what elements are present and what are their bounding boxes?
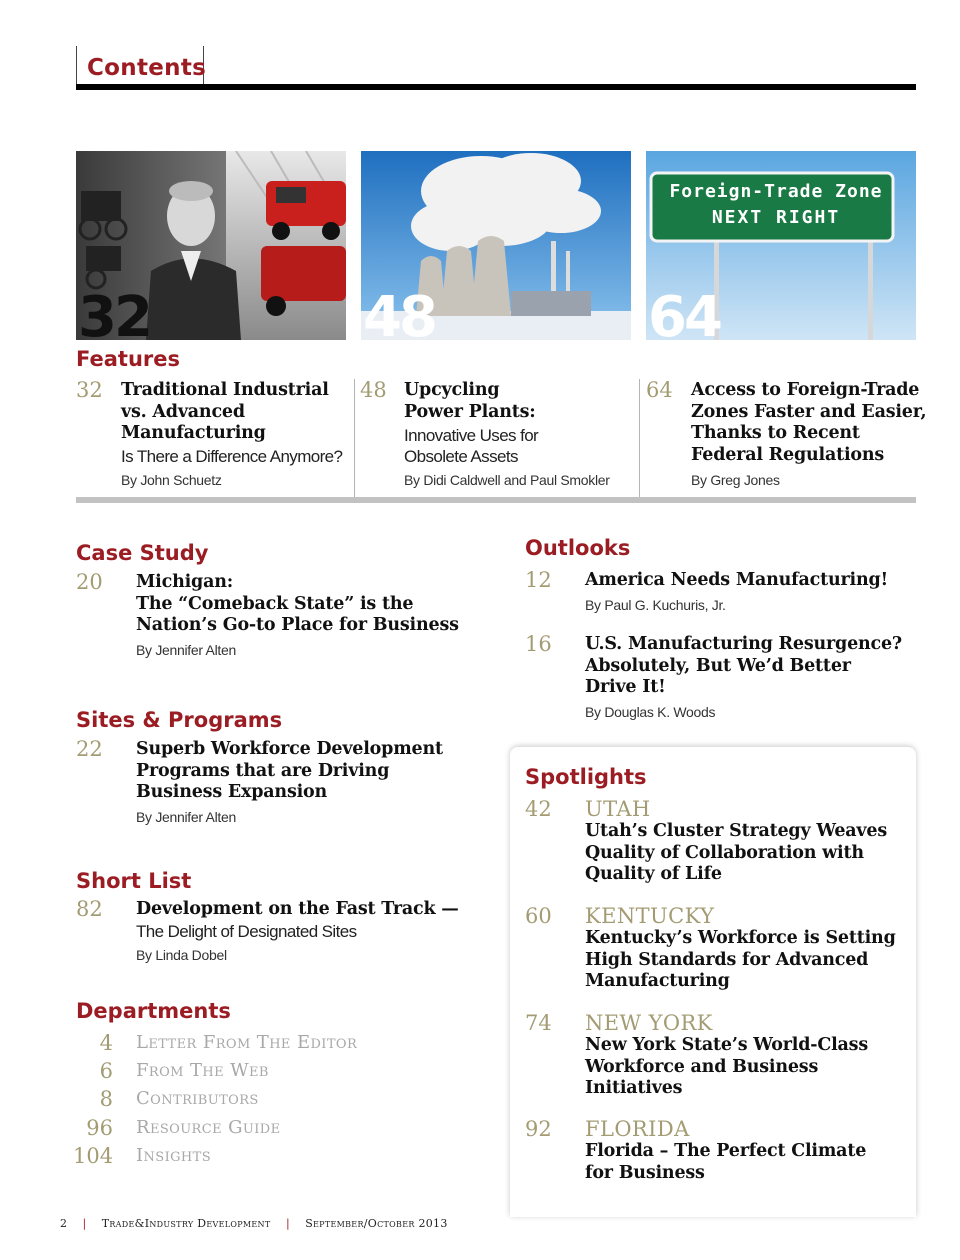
feature-byline: By Didi Caldwell and Paul Smokler xyxy=(404,472,610,488)
spotlight-page-number: 60 xyxy=(525,904,552,928)
feature-page-number: 48 xyxy=(360,378,387,402)
outlook-byline: By Douglas K. Woods xyxy=(585,704,716,720)
spotlight-state: FLORIDA xyxy=(585,1117,690,1141)
page-footer xyxy=(60,1216,448,1230)
feature-big-number: 48 xyxy=(363,285,435,340)
feature-title[interactable]: Upcycling Power Plants: xyxy=(404,380,536,422)
case-study-byline: By Jennifer Alten xyxy=(136,642,236,658)
outlook-byline: By Paul G. Kuchuris, Jr. xyxy=(585,597,726,613)
short-list-subtitle: The Delight of Designated Sites xyxy=(136,922,357,941)
feature-divider xyxy=(354,379,355,497)
sites-byline: By Jennifer Alten xyxy=(136,809,236,825)
department-page-number: 104 xyxy=(73,1144,114,1168)
sign-text-line1: Foreign-Trade Zone xyxy=(669,181,883,202)
case-study-title[interactable]: Michigan: The “Comeback State” is the Nation’s Go-to Place for Business xyxy=(136,572,459,635)
footer-page-number: 2 xyxy=(60,1216,67,1230)
feature-image-power-plant[interactable] xyxy=(361,151,631,340)
spotlight-state: KENTUCKY xyxy=(585,904,715,928)
feature-page-number: 64 xyxy=(646,378,673,402)
spotlights-heading: Spotlights xyxy=(525,765,647,789)
header-tick-left xyxy=(76,46,77,84)
sign-text-line2: NEXT RIGHT xyxy=(711,207,841,228)
outlook-title[interactable]: U.S. Manufacturing Resurgence? Absolutely, But We’d Better Drive It! xyxy=(585,634,902,697)
sites-page-number: 22 xyxy=(76,737,103,761)
department-page-number: 96 xyxy=(86,1116,113,1140)
features-bottom-band xyxy=(76,497,916,503)
feature-image-ftz-sign[interactable] xyxy=(646,151,916,340)
header-rule xyxy=(76,84,916,90)
spotlight-title[interactable]: New York State’s World-Class Workforce and Business Initiatives xyxy=(585,1035,868,1098)
page-title: Contents xyxy=(87,55,207,81)
outlook-page-number: 12 xyxy=(525,568,552,592)
spotlight-state: NEW YORK xyxy=(585,1011,713,1035)
department-page-number: 8 xyxy=(99,1087,113,1111)
department-label[interactable]: Contributors xyxy=(136,1088,259,1109)
feature-byline: By John Schuetz xyxy=(121,472,222,488)
sites-programs-heading: Sites & Programs xyxy=(76,708,283,732)
outlook-page-number: 16 xyxy=(525,632,552,656)
feature-subtitle: Innovative Uses for Obsolete Assets xyxy=(404,426,539,466)
department-label[interactable]: From The Web xyxy=(136,1060,269,1081)
feature-big-number: 32 xyxy=(78,285,150,340)
spotlight-title[interactable]: Kentucky’s Workforce is Setting High Standards for Advanced Manufacturing xyxy=(585,928,896,991)
outlooks-heading: Outlooks xyxy=(525,536,631,560)
feature-title[interactable]: Access to Foreign-Trade Zones Faster and Easier, Thanks to Recent Federal Regulations xyxy=(691,380,927,465)
spotlight-page-number: 74 xyxy=(525,1011,552,1035)
department-label[interactable]: Insights xyxy=(136,1145,212,1166)
spotlight-title[interactable]: Utah’s Cluster Strategy Weaves Quality of Collaboration with Quality of Life xyxy=(585,821,887,884)
sites-title[interactable]: Superb Workforce Development Programs that are Driving Business Expansion xyxy=(136,739,443,802)
feature-divider xyxy=(639,379,640,497)
department-label[interactable]: Letter From The Editor xyxy=(136,1032,358,1053)
short-list-byline: By Linda Dobel xyxy=(136,947,227,963)
case-study-heading: Case Study xyxy=(76,541,209,565)
feature-title[interactable]: Traditional Industrial vs. Advanced Manufacturing xyxy=(121,380,329,443)
short-list-page-number: 82 xyxy=(76,897,103,921)
footer-separator: | xyxy=(82,1216,87,1230)
footer-separator: | xyxy=(285,1216,290,1230)
department-page-number: 4 xyxy=(99,1031,113,1055)
footer-issue: September/October 2013 xyxy=(305,1216,448,1230)
short-list-heading: Short List xyxy=(76,869,192,893)
short-list-title[interactable]: Development on the Fast Track — xyxy=(136,899,459,919)
spotlight-state: UTAH xyxy=(585,797,651,821)
feature-page-number: 32 xyxy=(76,378,103,402)
feature-subtitle: Is There a Difference Anymore? xyxy=(121,447,343,466)
outlook-title[interactable]: America Needs Manufacturing! xyxy=(585,570,889,590)
case-study-page-number: 20 xyxy=(76,570,103,594)
features-heading: Features xyxy=(76,347,180,371)
spotlight-title[interactable]: Florida – The Perfect Climate for Business xyxy=(585,1141,867,1183)
footer-publication: Trade&Industry Development xyxy=(101,1216,271,1230)
feature-byline: By Greg Jones xyxy=(691,472,780,488)
feature-image-manufacturing[interactable] xyxy=(76,151,346,340)
spotlight-page-number: 92 xyxy=(525,1117,552,1141)
departments-heading: Departments xyxy=(76,999,231,1023)
spotlight-page-number: 42 xyxy=(525,797,552,821)
department-page-number: 6 xyxy=(99,1059,113,1083)
feature-big-number: 64 xyxy=(648,285,720,340)
department-label[interactable]: Resource Guide xyxy=(136,1117,281,1138)
